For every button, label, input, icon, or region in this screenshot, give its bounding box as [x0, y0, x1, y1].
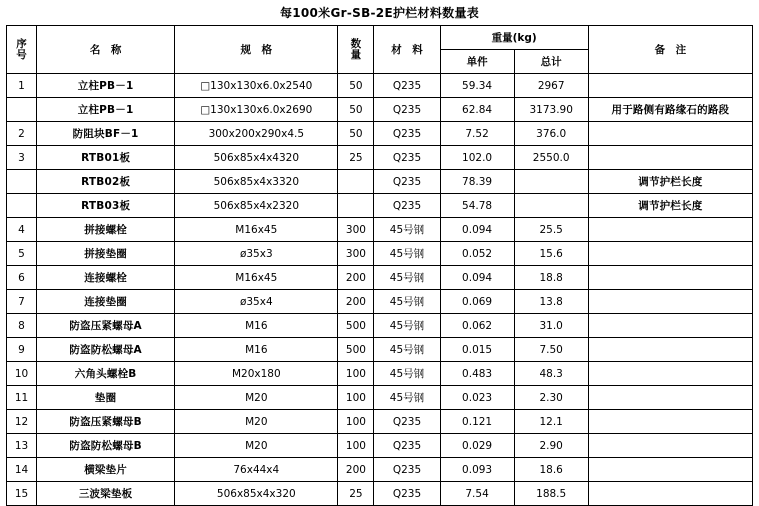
cell-note: [588, 266, 752, 290]
table-row: [7, 386, 753, 410]
column-header-quantity-line2: 量: [350, 48, 362, 61]
cell-note: 调节护栏长度: [588, 170, 752, 194]
column-header-total-weight: 总计: [514, 50, 588, 74]
cell-total-weight: 31.0: [514, 314, 588, 338]
cell-material: 45号钢: [374, 386, 440, 410]
cell-spec: □130x130x6.0x2540: [175, 74, 338, 98]
cell-quantity: 200: [338, 458, 374, 482]
table-row: [7, 482, 753, 506]
cell-note: [588, 338, 752, 362]
table-row: [7, 362, 753, 386]
table-row: [7, 266, 753, 290]
table-row: [7, 122, 753, 146]
column-header-note: 备 注: [588, 26, 752, 74]
cell-material: Q235: [374, 74, 440, 98]
cell-total-weight: 376.0: [514, 122, 588, 146]
cell-seq: 15: [7, 482, 37, 506]
cell-note: [588, 482, 752, 506]
cell-material: Q235: [374, 122, 440, 146]
cell-name: 立柱PB－1: [37, 74, 175, 98]
cell-spec: M16x45: [175, 266, 338, 290]
cell-quantity: [338, 170, 374, 194]
cell-seq: 9: [7, 338, 37, 362]
cell-name: 连接垫圈: [37, 290, 175, 314]
cell-note: [588, 146, 752, 170]
cell-material: Q235: [374, 458, 440, 482]
column-header-seq-line1: 序: [16, 37, 27, 50]
column-header-material: 材 料: [374, 26, 440, 74]
cell-total-weight: 13.8: [514, 290, 588, 314]
cell-note: [588, 218, 752, 242]
cell-material: 45号钢: [374, 218, 440, 242]
cell-quantity: [338, 194, 374, 218]
cell-unit-weight: 0.015: [440, 338, 514, 362]
cell-spec: ø35x4: [175, 290, 338, 314]
cell-seq: [7, 98, 37, 122]
cell-spec: M16: [175, 338, 338, 362]
cell-total-weight: 7.50: [514, 338, 588, 362]
table-row: [7, 74, 753, 98]
cell-note: [588, 290, 752, 314]
table-header-row-1: [7, 26, 753, 50]
cell-spec: M20x180: [175, 362, 338, 386]
cell-total-weight: 2.30: [514, 386, 588, 410]
table-body: [7, 74, 753, 506]
cell-name: 拼接螺栓: [37, 218, 175, 242]
cell-quantity: 50: [338, 74, 374, 98]
cell-quantity: 200: [338, 290, 374, 314]
cell-unit-weight: 0.093: [440, 458, 514, 482]
cell-total-weight: 25.5: [514, 218, 588, 242]
cell-note: [588, 410, 752, 434]
cell-name: 横梁垫片: [37, 458, 175, 482]
cell-name: 连接螺栓: [37, 266, 175, 290]
cell-unit-weight: 0.094: [440, 266, 514, 290]
cell-unit-weight: 0.023: [440, 386, 514, 410]
cell-unit-weight: 78.39: [440, 170, 514, 194]
cell-unit-weight: 102.0: [440, 146, 514, 170]
cell-total-weight: 2550.0: [514, 146, 588, 170]
cell-total-weight: 2967: [514, 74, 588, 98]
cell-material: Q235: [374, 170, 440, 194]
cell-total-weight: 18.8: [514, 266, 588, 290]
cell-material: Q235: [374, 194, 440, 218]
table-row: [7, 338, 753, 362]
cell-material: Q235: [374, 146, 440, 170]
cell-spec: 506x85x4x3320: [175, 170, 338, 194]
cell-quantity: 200: [338, 266, 374, 290]
cell-quantity: 25: [338, 482, 374, 506]
cell-name: RTB03板: [37, 194, 175, 218]
cell-total-weight: 3173.90: [514, 98, 588, 122]
cell-quantity: 50: [338, 98, 374, 122]
cell-total-weight: 188.5: [514, 482, 588, 506]
cell-seq: 12: [7, 410, 37, 434]
cell-name: 防盗防松螺母A: [37, 338, 175, 362]
cell-quantity: 100: [338, 362, 374, 386]
cell-spec: 300x200x290x4.5: [175, 122, 338, 146]
cell-unit-weight: 0.094: [440, 218, 514, 242]
cell-quantity: 100: [338, 386, 374, 410]
cell-unit-weight: 0.052: [440, 242, 514, 266]
cell-total-weight: 18.6: [514, 458, 588, 482]
cell-quantity: 300: [338, 218, 374, 242]
cell-material: Q235: [374, 482, 440, 506]
cell-note: [588, 314, 752, 338]
cell-material: Q235: [374, 434, 440, 458]
cell-material: 45号钢: [374, 242, 440, 266]
cell-quantity: 100: [338, 434, 374, 458]
cell-spec: □130x130x6.0x2690: [175, 98, 338, 122]
column-header-quantity: [338, 26, 374, 74]
material-quantity-table: [6, 25, 753, 506]
table-header: [7, 26, 753, 74]
cell-seq: 13: [7, 434, 37, 458]
cell-spec: 76x44x4: [175, 458, 338, 482]
cell-material: 45号钢: [374, 338, 440, 362]
cell-unit-weight: 7.52: [440, 122, 514, 146]
cell-name: RTB02板: [37, 170, 175, 194]
cell-unit-weight: 0.121: [440, 410, 514, 434]
table-row: [7, 290, 753, 314]
cell-seq: 3: [7, 146, 37, 170]
table-row: [7, 410, 753, 434]
cell-name: 六角头螺栓B: [37, 362, 175, 386]
column-header-seq-line2: 号: [16, 48, 27, 61]
cell-material: 45号钢: [374, 266, 440, 290]
cell-spec: M16x45: [175, 218, 338, 242]
cell-name: 防盗压紧螺母B: [37, 410, 175, 434]
cell-total-weight: 2.90: [514, 434, 588, 458]
column-header-spec: 规 格: [175, 26, 338, 74]
cell-seq: 1: [7, 74, 37, 98]
cell-seq: 11: [7, 386, 37, 410]
table-row: [7, 434, 753, 458]
table-row: [7, 314, 753, 338]
cell-total-weight: 12.1: [514, 410, 588, 434]
cell-note: 用于路侧有路缘石的路段: [588, 98, 752, 122]
cell-seq: 6: [7, 266, 37, 290]
cell-total-weight: [514, 194, 588, 218]
column-header-weight-group: 重量(kg): [440, 26, 588, 50]
cell-quantity: 300: [338, 242, 374, 266]
cell-material: 45号钢: [374, 362, 440, 386]
cell-note: [588, 458, 752, 482]
cell-quantity: 50: [338, 122, 374, 146]
table-row: [7, 458, 753, 482]
cell-quantity: 25: [338, 146, 374, 170]
cell-material: Q235: [374, 410, 440, 434]
cell-seq: 5: [7, 242, 37, 266]
cell-quantity: 500: [338, 314, 374, 338]
cell-unit-weight: 0.483: [440, 362, 514, 386]
cell-name: 垫圈: [37, 386, 175, 410]
cell-spec: 506x85x4x320: [175, 482, 338, 506]
cell-spec: M20: [175, 434, 338, 458]
cell-unit-weight: 0.029: [440, 434, 514, 458]
cell-seq: 14: [7, 458, 37, 482]
cell-unit-weight: 0.069: [440, 290, 514, 314]
cell-spec: M20: [175, 386, 338, 410]
cell-name: 防盗压紧螺母A: [37, 314, 175, 338]
cell-material: Q235: [374, 98, 440, 122]
column-header-quantity-line1: 数: [350, 37, 362, 50]
cell-note: [588, 122, 752, 146]
cell-note: [588, 362, 752, 386]
table-row: [7, 146, 753, 170]
table-row: [7, 218, 753, 242]
cell-name: 立柱PB－1: [37, 98, 175, 122]
cell-note: 调节护栏长度: [588, 194, 752, 218]
cell-name: 三波梁垫板: [37, 482, 175, 506]
cell-total-weight: [514, 170, 588, 194]
table-row: [7, 170, 753, 194]
cell-unit-weight: 54.78: [440, 194, 514, 218]
cell-name: RTB01板: [37, 146, 175, 170]
cell-total-weight: 15.6: [514, 242, 588, 266]
cell-note: [588, 434, 752, 458]
table-row: [7, 98, 753, 122]
cell-name: 防阻块BF－1: [37, 122, 175, 146]
cell-unit-weight: 59.34: [440, 74, 514, 98]
cell-quantity: 100: [338, 410, 374, 434]
cell-spec: 506x85x4x2320: [175, 194, 338, 218]
cell-note: [588, 242, 752, 266]
cell-note: [588, 74, 752, 98]
cell-spec: ø35x3: [175, 242, 338, 266]
column-header-name: 名 称: [37, 26, 175, 74]
table-row: [7, 194, 753, 218]
cell-name: 拼接垫圈: [37, 242, 175, 266]
cell-seq: 7: [7, 290, 37, 314]
column-header-unit-weight: 单件: [440, 50, 514, 74]
cell-total-weight: 48.3: [514, 362, 588, 386]
cell-seq: [7, 170, 37, 194]
cell-material: 45号钢: [374, 290, 440, 314]
cell-spec: M20: [175, 410, 338, 434]
cell-spec: M16: [175, 314, 338, 338]
cell-unit-weight: 62.84: [440, 98, 514, 122]
cell-note: [588, 386, 752, 410]
cell-quantity: 500: [338, 338, 374, 362]
page-title: 每100米Gr-SB-2E护栏材料数量表: [279, 6, 480, 20]
cell-seq: 4: [7, 218, 37, 242]
table-row: [7, 242, 753, 266]
cell-unit-weight: 7.54: [440, 482, 514, 506]
cell-seq: [7, 194, 37, 218]
cell-seq: 10: [7, 362, 37, 386]
cell-seq: 2: [7, 122, 37, 146]
column-header-seq: [7, 26, 37, 74]
cell-name: 防盗防松螺母B: [37, 434, 175, 458]
cell-seq: 8: [7, 314, 37, 338]
cell-spec: 506x85x4x4320: [175, 146, 338, 170]
cell-material: 45号钢: [374, 314, 440, 338]
cell-unit-weight: 0.062: [440, 314, 514, 338]
